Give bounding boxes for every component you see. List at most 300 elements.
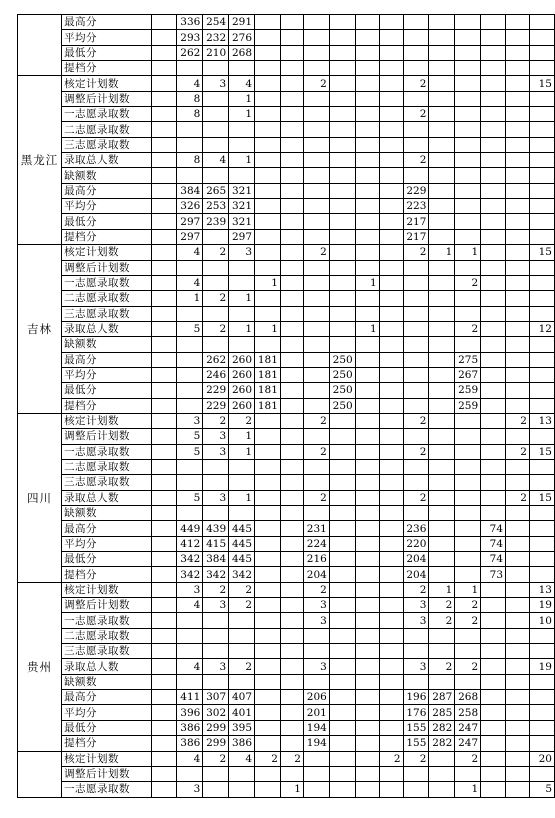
table-row bbox=[18, 61, 555, 76]
data-cell bbox=[303, 506, 329, 521]
row-label: 最低分 bbox=[62, 45, 152, 60]
data-cell bbox=[481, 30, 506, 45]
row-label: 调整后计划数 bbox=[62, 429, 152, 444]
data-cell bbox=[529, 30, 554, 45]
data-cell: 1 bbox=[255, 321, 281, 336]
data-cell bbox=[280, 229, 303, 244]
table-row bbox=[18, 751, 555, 766]
data-cell: 2 bbox=[303, 444, 329, 459]
data-cell bbox=[151, 352, 177, 367]
data-cell bbox=[379, 582, 403, 597]
row-label: 最低分 bbox=[62, 383, 152, 398]
data-cell: 246 bbox=[203, 367, 229, 382]
data-cell bbox=[280, 183, 303, 198]
data-cell: 1 bbox=[455, 582, 481, 597]
data-cell: 4 bbox=[177, 598, 203, 613]
data-cell bbox=[403, 137, 429, 152]
data-cell bbox=[506, 367, 530, 382]
table-row bbox=[18, 766, 555, 781]
data-cell: 282 bbox=[429, 736, 455, 751]
data-cell: 297 bbox=[177, 214, 203, 229]
data-cell bbox=[329, 490, 355, 505]
data-cell bbox=[379, 429, 403, 444]
data-cell bbox=[151, 275, 177, 290]
data-cell bbox=[151, 137, 177, 152]
data-cell bbox=[280, 613, 303, 628]
data-cell bbox=[529, 229, 554, 244]
data-cell: 321 bbox=[229, 183, 255, 198]
data-cell bbox=[379, 444, 403, 459]
data-cell bbox=[280, 383, 303, 398]
data-cell bbox=[177, 260, 203, 275]
row-label: 录取总人数 bbox=[62, 490, 152, 505]
data-cell bbox=[429, 168, 455, 183]
data-cell bbox=[355, 506, 379, 521]
data-cell bbox=[151, 429, 177, 444]
data-cell bbox=[280, 352, 303, 367]
data-cell bbox=[506, 429, 530, 444]
data-cell bbox=[303, 306, 329, 321]
data-cell bbox=[379, 398, 403, 413]
data-cell bbox=[329, 567, 355, 582]
table-row bbox=[18, 628, 555, 643]
data-cell bbox=[280, 168, 303, 183]
data-cell bbox=[379, 321, 403, 336]
data-cell: 291 bbox=[229, 15, 255, 30]
data-cell: 3 bbox=[403, 613, 429, 628]
data-cell bbox=[303, 199, 329, 214]
data-cell bbox=[529, 383, 554, 398]
data-cell bbox=[329, 199, 355, 214]
data-cell: 2 bbox=[229, 598, 255, 613]
data-cell bbox=[303, 367, 329, 382]
data-cell: 2 bbox=[506, 490, 530, 505]
data-cell bbox=[303, 91, 329, 106]
data-cell bbox=[455, 260, 481, 275]
data-cell bbox=[379, 260, 403, 275]
data-cell bbox=[255, 76, 281, 91]
data-cell bbox=[506, 260, 530, 275]
table-row bbox=[18, 291, 555, 306]
row-label: 提档分 bbox=[62, 567, 152, 582]
data-cell bbox=[379, 644, 403, 659]
data-cell: 181 bbox=[255, 383, 281, 398]
table-row bbox=[18, 475, 555, 490]
data-cell bbox=[529, 552, 554, 567]
data-cell bbox=[379, 659, 403, 674]
data-cell: 204 bbox=[403, 567, 429, 582]
data-cell bbox=[506, 183, 530, 198]
data-cell bbox=[255, 782, 281, 797]
data-cell bbox=[481, 459, 506, 474]
data-cell: 74 bbox=[481, 536, 506, 551]
data-cell: 4 bbox=[177, 275, 203, 290]
data-cell: 2 bbox=[455, 321, 481, 336]
table-row bbox=[18, 321, 555, 336]
data-cell bbox=[429, 137, 455, 152]
data-cell: 1 bbox=[280, 782, 303, 797]
data-cell bbox=[255, 45, 281, 60]
data-cell bbox=[355, 613, 379, 628]
data-cell: 3 bbox=[303, 598, 329, 613]
data-cell bbox=[229, 644, 255, 659]
data-cell bbox=[203, 613, 229, 628]
row-label: 一志愿录取数 bbox=[62, 444, 152, 459]
data-cell: 5 bbox=[529, 782, 554, 797]
data-cell bbox=[151, 736, 177, 751]
data-cell bbox=[481, 490, 506, 505]
data-cell: 276 bbox=[229, 30, 255, 45]
data-cell bbox=[303, 751, 329, 766]
data-cell bbox=[229, 674, 255, 689]
data-cell bbox=[329, 598, 355, 613]
data-cell bbox=[203, 506, 229, 521]
data-cell bbox=[379, 30, 403, 45]
data-cell bbox=[481, 383, 506, 398]
data-cell bbox=[429, 751, 455, 766]
row-label: 三志愿录取数 bbox=[62, 644, 152, 659]
data-cell: 285 bbox=[429, 705, 455, 720]
table-row bbox=[18, 229, 555, 244]
data-cell bbox=[329, 690, 355, 705]
data-cell bbox=[379, 413, 403, 428]
data-cell bbox=[203, 674, 229, 689]
data-cell: 74 bbox=[481, 552, 506, 567]
data-cell bbox=[379, 690, 403, 705]
table-row bbox=[18, 736, 555, 751]
data-cell bbox=[355, 536, 379, 551]
data-cell bbox=[151, 383, 177, 398]
data-cell: 2 bbox=[403, 245, 429, 260]
data-cell bbox=[280, 214, 303, 229]
data-cell: 297 bbox=[177, 229, 203, 244]
data-cell bbox=[355, 736, 379, 751]
row-label: 调整后计划数 bbox=[62, 91, 152, 106]
province-cell: 黑龙江 bbox=[18, 76, 62, 245]
data-cell bbox=[329, 521, 355, 536]
data-cell bbox=[355, 337, 379, 352]
data-cell: 1 bbox=[229, 321, 255, 336]
data-cell bbox=[329, 736, 355, 751]
province-cell: 贵州 bbox=[18, 582, 62, 751]
data-cell: 1 bbox=[455, 245, 481, 260]
row-label: 最高分 bbox=[62, 15, 152, 30]
data-cell bbox=[229, 137, 255, 152]
data-cell: 260 bbox=[229, 367, 255, 382]
data-cell bbox=[151, 337, 177, 352]
data-cell: 2 bbox=[403, 751, 429, 766]
data-cell bbox=[255, 490, 281, 505]
row-label: 平均分 bbox=[62, 705, 152, 720]
data-cell bbox=[481, 475, 506, 490]
data-cell: 3 bbox=[229, 245, 255, 260]
data-cell: 299 bbox=[203, 736, 229, 751]
data-cell bbox=[151, 321, 177, 336]
table-row bbox=[18, 705, 555, 720]
row-label: 平均分 bbox=[62, 367, 152, 382]
data-cell: 3 bbox=[203, 659, 229, 674]
data-cell bbox=[481, 229, 506, 244]
data-cell bbox=[403, 30, 429, 45]
data-cell: 3 bbox=[303, 613, 329, 628]
data-cell bbox=[429, 153, 455, 168]
data-cell: 396 bbox=[177, 705, 203, 720]
data-cell bbox=[151, 705, 177, 720]
data-cell bbox=[229, 475, 255, 490]
data-cell bbox=[455, 413, 481, 428]
data-cell: 259 bbox=[455, 398, 481, 413]
data-cell: 297 bbox=[229, 229, 255, 244]
data-cell bbox=[177, 352, 203, 367]
data-cell: 1 bbox=[429, 582, 455, 597]
row-label: 录取总人数 bbox=[62, 659, 152, 674]
data-cell bbox=[329, 536, 355, 551]
data-cell bbox=[303, 352, 329, 367]
data-cell bbox=[177, 367, 203, 382]
data-cell bbox=[506, 61, 530, 76]
data-cell bbox=[329, 137, 355, 152]
table-row bbox=[18, 552, 555, 567]
data-cell bbox=[429, 567, 455, 582]
data-cell bbox=[481, 398, 506, 413]
data-cell: 247 bbox=[455, 720, 481, 735]
data-cell bbox=[151, 306, 177, 321]
data-cell: 2 bbox=[455, 659, 481, 674]
data-cell bbox=[303, 137, 329, 152]
data-cell bbox=[229, 61, 255, 76]
row-label: 提档分 bbox=[62, 229, 152, 244]
data-cell bbox=[529, 398, 554, 413]
data-cell: 445 bbox=[229, 552, 255, 567]
data-cell bbox=[403, 291, 429, 306]
table-body bbox=[18, 15, 555, 798]
data-cell bbox=[379, 291, 403, 306]
data-cell: 5 bbox=[177, 444, 203, 459]
data-cell bbox=[481, 137, 506, 152]
data-cell bbox=[280, 91, 303, 106]
data-cell bbox=[151, 214, 177, 229]
data-cell bbox=[355, 705, 379, 720]
data-cell: 2 bbox=[203, 291, 229, 306]
row-label: 录取总人数 bbox=[62, 153, 152, 168]
data-cell bbox=[379, 137, 403, 152]
data-cell bbox=[303, 782, 329, 797]
data-cell: 321 bbox=[229, 214, 255, 229]
data-cell bbox=[203, 229, 229, 244]
data-cell: 250 bbox=[329, 367, 355, 382]
data-cell: 247 bbox=[455, 736, 481, 751]
data-cell bbox=[455, 475, 481, 490]
row-label: 提档分 bbox=[62, 736, 152, 751]
data-cell bbox=[280, 245, 303, 260]
data-cell bbox=[329, 444, 355, 459]
data-cell bbox=[355, 76, 379, 91]
data-cell bbox=[355, 61, 379, 76]
data-cell bbox=[280, 15, 303, 30]
data-cell bbox=[329, 15, 355, 30]
data-cell bbox=[303, 45, 329, 60]
data-cell bbox=[151, 260, 177, 275]
data-cell: 386 bbox=[177, 736, 203, 751]
data-cell bbox=[379, 168, 403, 183]
data-cell bbox=[255, 567, 281, 582]
province-cell bbox=[18, 15, 62, 76]
data-cell: 250 bbox=[329, 352, 355, 367]
row-label: 最高分 bbox=[62, 183, 152, 198]
data-cell bbox=[529, 275, 554, 290]
data-cell bbox=[151, 76, 177, 91]
data-cell bbox=[506, 567, 530, 582]
data-cell bbox=[481, 705, 506, 720]
table-row bbox=[18, 567, 555, 582]
data-cell bbox=[203, 137, 229, 152]
data-cell bbox=[151, 720, 177, 735]
data-cell bbox=[379, 459, 403, 474]
data-cell bbox=[481, 214, 506, 229]
data-cell: 1 bbox=[229, 490, 255, 505]
data-cell: 2 bbox=[429, 613, 455, 628]
data-cell bbox=[229, 613, 255, 628]
data-cell bbox=[255, 644, 281, 659]
data-cell bbox=[303, 30, 329, 45]
data-cell bbox=[529, 674, 554, 689]
data-cell: 3 bbox=[177, 582, 203, 597]
data-cell: 231 bbox=[303, 521, 329, 536]
data-cell bbox=[455, 536, 481, 551]
data-cell bbox=[280, 137, 303, 152]
data-cell: 401 bbox=[229, 705, 255, 720]
data-cell bbox=[481, 720, 506, 735]
province-cell: 四川 bbox=[18, 413, 62, 582]
data-cell: 2 bbox=[303, 245, 329, 260]
data-cell bbox=[255, 168, 281, 183]
data-cell bbox=[355, 137, 379, 152]
data-cell bbox=[280, 536, 303, 551]
row-label: 录取总人数 bbox=[62, 321, 152, 336]
data-cell bbox=[379, 674, 403, 689]
data-cell bbox=[355, 245, 379, 260]
data-cell bbox=[255, 674, 281, 689]
data-cell: 287 bbox=[429, 690, 455, 705]
data-cell: 239 bbox=[203, 214, 229, 229]
data-cell bbox=[151, 153, 177, 168]
data-cell bbox=[506, 45, 530, 60]
data-cell: 224 bbox=[303, 536, 329, 551]
data-cell bbox=[177, 122, 203, 137]
data-cell bbox=[403, 168, 429, 183]
data-cell bbox=[255, 91, 281, 106]
data-cell bbox=[255, 475, 281, 490]
data-cell: 236 bbox=[403, 521, 429, 536]
data-cell: 4 bbox=[177, 245, 203, 260]
data-cell bbox=[429, 628, 455, 643]
data-cell: 4 bbox=[229, 751, 255, 766]
data-cell bbox=[403, 475, 429, 490]
data-cell: 4 bbox=[229, 76, 255, 91]
data-cell bbox=[151, 766, 177, 781]
data-cell: 439 bbox=[203, 521, 229, 536]
data-cell bbox=[255, 598, 281, 613]
data-cell bbox=[303, 429, 329, 444]
data-cell bbox=[455, 490, 481, 505]
data-cell bbox=[280, 429, 303, 444]
data-cell: 386 bbox=[177, 720, 203, 735]
data-cell bbox=[151, 506, 177, 521]
data-cell bbox=[379, 567, 403, 582]
data-cell: 181 bbox=[255, 352, 281, 367]
data-cell bbox=[303, 674, 329, 689]
data-cell bbox=[355, 475, 379, 490]
table-row bbox=[18, 168, 555, 183]
data-cell bbox=[481, 766, 506, 781]
table-row bbox=[18, 137, 555, 152]
data-cell bbox=[329, 506, 355, 521]
data-cell: 204 bbox=[403, 552, 429, 567]
data-cell: 384 bbox=[177, 183, 203, 198]
data-cell: 250 bbox=[329, 383, 355, 398]
data-cell bbox=[455, 644, 481, 659]
data-cell bbox=[529, 459, 554, 474]
data-cell: 307 bbox=[203, 690, 229, 705]
data-cell: 412 bbox=[177, 536, 203, 551]
data-cell bbox=[429, 429, 455, 444]
data-cell bbox=[355, 352, 379, 367]
data-cell: 12 bbox=[529, 321, 554, 336]
table-row bbox=[18, 674, 555, 689]
data-cell bbox=[303, 459, 329, 474]
table-row bbox=[18, 245, 555, 260]
data-cell: 206 bbox=[303, 690, 329, 705]
data-cell: 2 bbox=[429, 598, 455, 613]
data-cell bbox=[379, 153, 403, 168]
data-cell bbox=[355, 766, 379, 781]
data-cell bbox=[229, 306, 255, 321]
row-label: 提档分 bbox=[62, 398, 152, 413]
data-cell: 223 bbox=[403, 199, 429, 214]
data-cell: 2 bbox=[229, 659, 255, 674]
data-cell: 395 bbox=[229, 720, 255, 735]
data-cell bbox=[506, 137, 530, 152]
data-cell bbox=[177, 61, 203, 76]
data-cell bbox=[355, 168, 379, 183]
row-label: 缺额数 bbox=[62, 168, 152, 183]
data-cell bbox=[151, 291, 177, 306]
data-cell: 217 bbox=[403, 214, 429, 229]
data-cell bbox=[177, 766, 203, 781]
data-cell bbox=[481, 782, 506, 797]
data-cell: 260 bbox=[229, 352, 255, 367]
row-label: 缺额数 bbox=[62, 674, 152, 689]
data-cell bbox=[303, 475, 329, 490]
data-cell bbox=[151, 61, 177, 76]
data-cell bbox=[529, 91, 554, 106]
data-cell bbox=[429, 459, 455, 474]
data-cell bbox=[403, 306, 429, 321]
row-label: 核定计划数 bbox=[62, 245, 152, 260]
data-cell bbox=[379, 766, 403, 781]
data-cell bbox=[355, 444, 379, 459]
data-cell bbox=[355, 413, 379, 428]
data-cell bbox=[429, 76, 455, 91]
data-cell bbox=[229, 766, 255, 781]
data-cell bbox=[529, 183, 554, 198]
data-cell bbox=[255, 552, 281, 567]
data-cell bbox=[203, 628, 229, 643]
data-cell bbox=[280, 720, 303, 735]
data-cell bbox=[379, 705, 403, 720]
data-cell bbox=[151, 644, 177, 659]
data-cell bbox=[506, 582, 530, 597]
